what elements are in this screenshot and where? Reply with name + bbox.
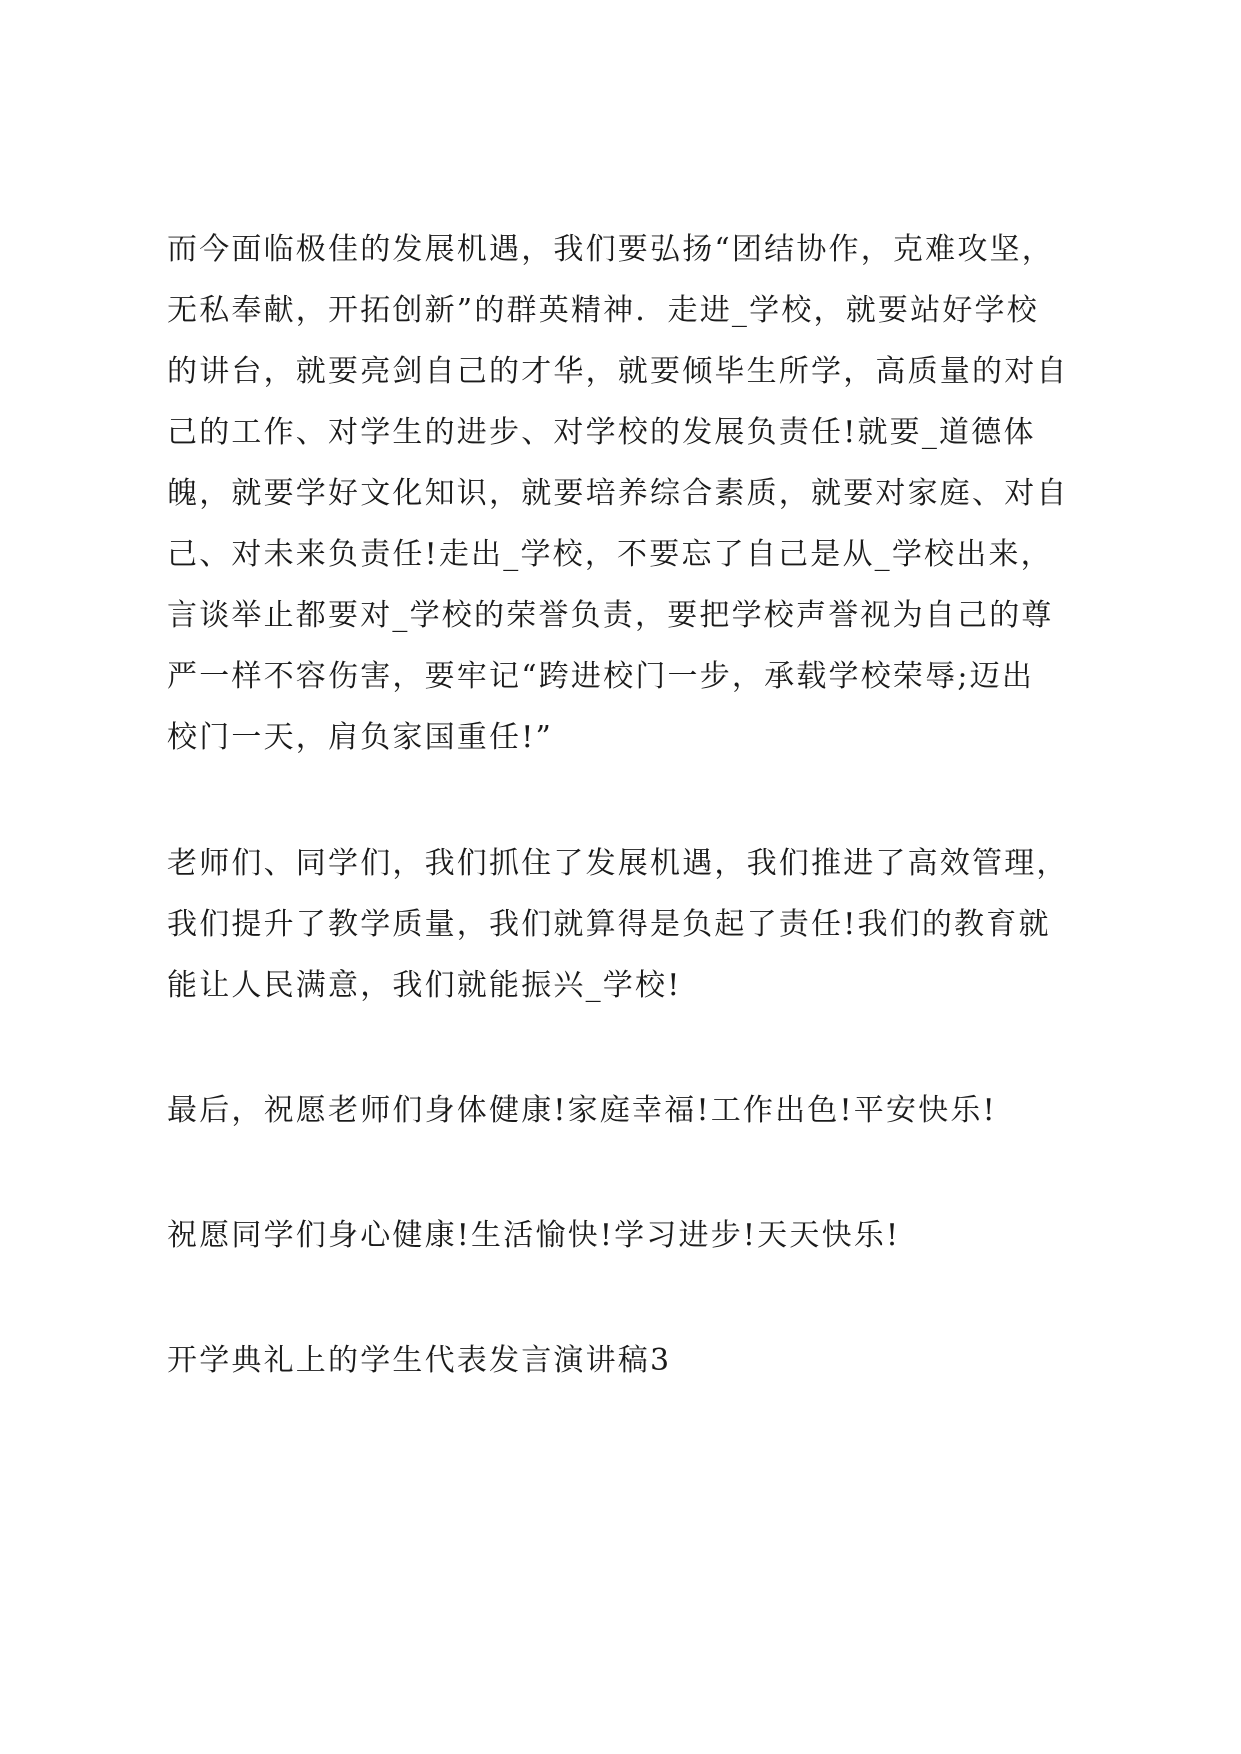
paragraph-1-line-4: 己的工作、对学生的进步、对学校的发展负责任!就要_道德体 bbox=[167, 415, 1036, 450]
section-heading: 开学典礼上的学生代表发言演讲稿3 bbox=[167, 1343, 672, 1378]
paragraph-1-line-3: 的讲台，就要亮剑自己的才华，就要倾毕生所学，高质量的对自 bbox=[167, 354, 1069, 389]
paragraph-2-line-1: 老师们、同学们，我们抓住了发展机遇，我们推进了高效管理， bbox=[167, 846, 1069, 881]
paragraph-4-line-1: 祝愿同学们身心健康!生活愉快!学习进步!天天快乐! bbox=[167, 1218, 901, 1253]
paragraph-1-line-9: 校门一天，肩负家国重任!” bbox=[167, 720, 553, 755]
paragraph-1-line-6: 己、对未来负责任!走出_学校，不要忘了自己是从_学校出来， bbox=[167, 537, 1053, 572]
paragraph-1-line-2: 无私奉献，开拓创新”的群英精神．走进_学校，就要站好学校 bbox=[167, 293, 1039, 328]
paragraph-3-line-1: 最后，祝愿老师们身体健康!家庭幸福!工作出色!平安快乐! bbox=[167, 1093, 997, 1128]
paragraph-2-line-2: 我们提升了教学质量，我们就算得是负起了责任!我们的教育就 bbox=[167, 907, 1051, 942]
paragraph-1-line-5: 魄，就要学好文化知识，就要培养综合素质，就要对家庭、对自 bbox=[167, 476, 1069, 511]
paragraph-1-line-1: 而今面临极佳的发展机遇，我们要弘扬“团结协作，克难攻坚， bbox=[167, 232, 1054, 267]
paragraph-2-line-3: 能让人民满意，我们就能振兴_学校! bbox=[167, 968, 682, 1003]
paragraph-1-line-8: 严一样不容伤害，要牢记“跨进校门一步，承载学校荣辱;迈出 bbox=[167, 659, 1035, 694]
paragraph-1-line-7: 言谈举止都要对_学校的荣誉负责，要把学校声誉视为自己的尊 bbox=[167, 598, 1054, 633]
